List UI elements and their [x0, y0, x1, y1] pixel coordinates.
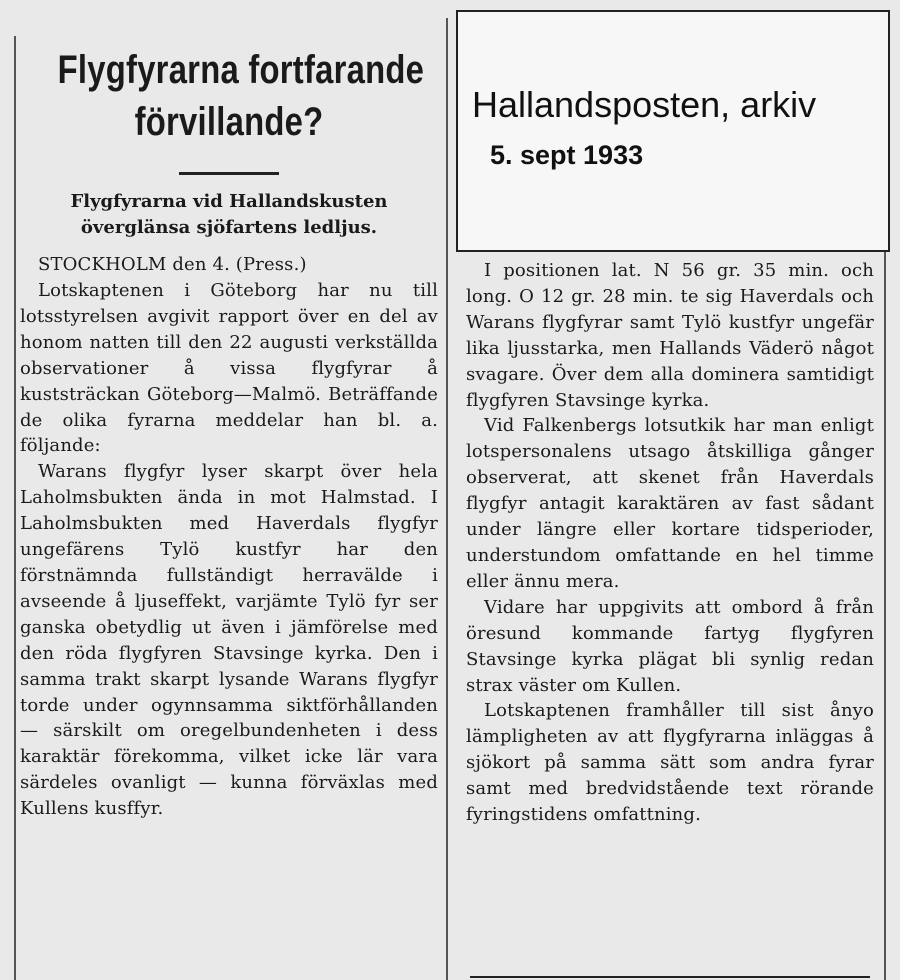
- subhead-line-1: Flygfyrarna vid Hallandskusten: [70, 191, 388, 212]
- subheadline: [20, 189, 438, 240]
- column-divider-rule: [446, 18, 448, 980]
- archive-label-box: [456, 10, 890, 252]
- right-paragraph-4: Lotskaptenen framhåller till sist ånyo lämpligheten av att flygfyrarna inläggas å sjökort på samma sätt som andra fyrar samt med bredvidstående text rörande fyringstidens omfattning.: [466, 700, 874, 826]
- left-paragraph-2: Warans flygfyr lyser skarpt över hela Laholmsbukten ända in mot Halmstad. I Laholmsbukten med Haverdals flygfyr ungefärens Tylö kustfyr har den förstnämnda fullständigt herravälde i avseende å ljuseffekt, varjämte Tylö fyr ser ganska obetydlig ut även i jämförelse med den röda flygfyren Stavsinge kyrka. Den i samma trakt skarpt lysande Warans flygfyr torde under ogynnsamma siktförhållanden — särskilt om oregelbundenheten i dess karaktär förekomma, vilket icke lär vara särdeles ovanligt — kunna förväxlas med Kullens kusffyr.: [20, 461, 438, 820]
- right-column: [466, 258, 874, 828]
- dateline: STOCKHOLM den 4. (Press.): [38, 254, 307, 276]
- left-edge-rule: [14, 36, 16, 980]
- left-column: [20, 40, 438, 822]
- right-paragraph-2: Vid Falkenbergs lotsutkik har man enligt lotspersonalens utsago åtskilliga gånger observerat, att skenet från Haverdals flygfyr antagit karaktären av fast sådant under längre eller kortare tidsperioder, understundom omfattande en hel timme eller ännu mera.: [466, 415, 874, 592]
- archive-date: 5. sept 1933: [490, 140, 644, 170]
- left-paragraph-1: Lotskaptenen i Göteborg har nu till lotsstyrelsen avgivit rapport över en del av honom natten till den 22 augusti verkställda observationer å vissa flygfyrar å kuststräckan Göteborg—Malmö. Beträffande de olika fyrarna meddelar han bl. a. följande:: [20, 280, 438, 457]
- bottom-rule: [470, 976, 870, 978]
- right-paragraph-1: I positionen lat. N 56 gr. 35 min. och long. O 12 gr. 28 min. te sig Haverdals och Warans flygfyrar samt Tylö kustfyr ungefär lika ljusstarka, men Hallands Väderö något svagare. Över dem alla dominera samtidigt flygfyren Stavsinge kyrka.: [466, 260, 874, 411]
- headline: [57, 44, 425, 148]
- subhead-line-2: överglänsa sjöfartens ledljus.: [80, 216, 378, 238]
- headline-line-2: förvillande?: [134, 100, 324, 144]
- headline-divider: [179, 172, 279, 175]
- right-edge-rule: [884, 252, 886, 980]
- headline-line-1: Flygfyrarna fortfarande: [57, 48, 425, 92]
- archive-label: Hallandsposten, arkiv: [472, 84, 817, 125]
- right-paragraph-3: Vidare har uppgivits att ombord å från öresund kommande fartyg flygfyren Stavsinge kyrka plägat bli synlig redan strax väster om Kullen.: [466, 596, 874, 696]
